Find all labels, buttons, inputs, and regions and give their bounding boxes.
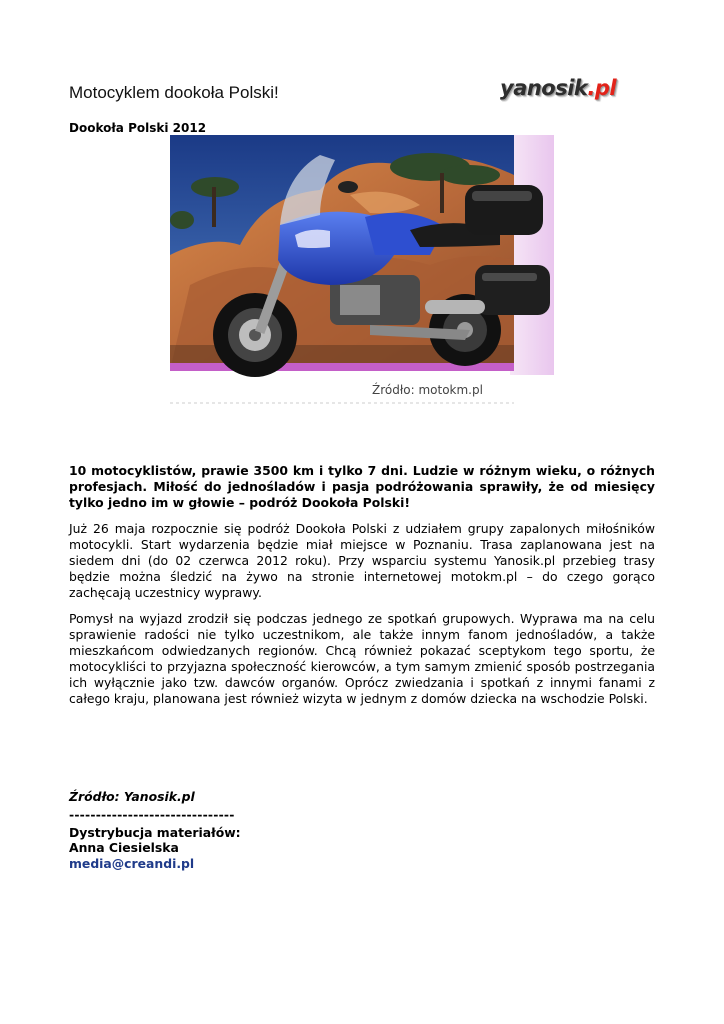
lead-paragraph: 10 motocyklistów, prawie 3500 km i tylko 7 dni. Ludzie w różnym wieku, o różnych profesjach. Miłość do jednośladów i pasja podróżowania sprawiły, że od miesięcy tylko jedno im w głowie – podróż Dookoła Polski! [69,463,655,510]
logo-tld: .pl [587,76,617,100]
yanosik-logo[interactable] [500,76,616,100]
page-title: Motocyklem dookoła Polski! [69,83,279,102]
contact-email-link[interactable]: media@creandi.pl [69,856,195,871]
photo-caption: Źródło: motokm.pl [372,383,483,397]
distribution-label: Dystrybucja materiałów: [69,825,241,840]
article-subtitle: Dookoła Polski 2012 [69,121,207,135]
divider-line: ------------------------------- [69,807,235,822]
motorcycle-illustration [170,135,554,405]
source-credit: Źródło: Yanosik.pl [69,789,195,804]
contact-name: Anna Ciesielska [69,840,179,855]
body-paragraph-2: Pomysł na wyjazd zrodził się podczas jednego ze spotkań grupowych. Wyprawa ma na celu sprawienie radości nie tylko uczestnikom, ale także innym fanom jednośladów, a także mieszkańcom odwiedzanych regionów. Chcą również pokazać sceptykom tego sportu, że motocykliści to przyjazna społeczność kierowców, a tym samym zmienić sposób postrzegania ich wyłącznie jako tzw. dawców organów. Oprócz zwiedzania i spotkań z innymi fanami z całego kraju, planowana jest również wizyta w jednym z domów dziecka na wschodzie Polski. [69,611,655,706]
logo-name: yanosik [500,76,588,100]
body-paragraph-1: Już 26 maja rozpocznie się podróż Dookoła Polski z udziałem grupy zapalonych miłośników motocykli. Start wydarzenia będzie miał miejsce w Poznaniu. Trasa zaplanowana jest na siedem dni (do 02 czerwca 2012 roku). Przy wsparciu systemu Yanosik.pl przebieg trasy będzie można śledzić na żywo na stronie internetowej motokm.pl – do czego gorąco zachęcają uczestnicy wyprawy. [69,521,655,600]
motorcycle-photo [170,135,554,405]
